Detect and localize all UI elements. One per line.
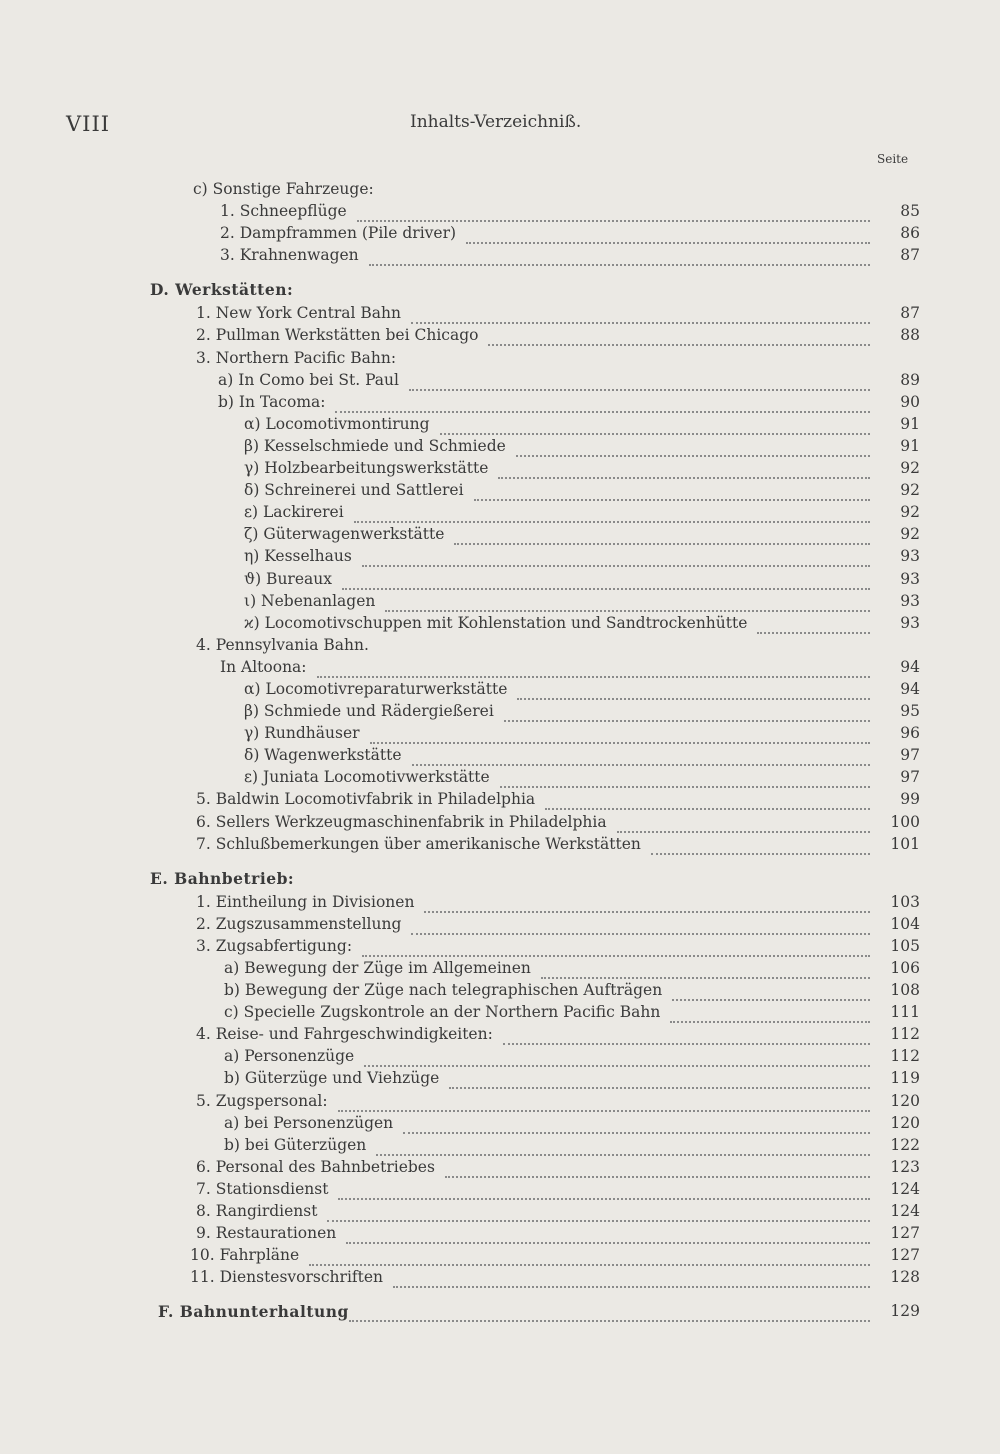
dot-leader: [309, 1246, 870, 1266]
dot-leader: [403, 1114, 870, 1134]
toc-entry-label: 4. Reise- und Fahrgeschwindigkeiten:: [196, 1025, 493, 1044]
toc-entry-page-number: 92: [900, 503, 920, 522]
toc-entry: [0, 1025, 1000, 1047]
dot-leader: [541, 959, 870, 979]
dot-leader: [342, 570, 870, 590]
toc-entry-label: δ) Wagenwerkstätte: [244, 746, 402, 765]
toc-entry-label: ι) Nebenanlagen: [244, 591, 376, 610]
toc-entry-page-number: 124: [890, 1202, 920, 1221]
running-title: Inhalts-Verzeichniß.: [410, 112, 582, 132]
toc-entry-label: η) Kesselhaus: [244, 547, 352, 566]
toc-entry-page-number: 120: [890, 1113, 920, 1132]
dot-leader: [651, 835, 870, 855]
toc-entry-label: 8. Rangirdienst: [196, 1202, 318, 1221]
dot-leader: [357, 202, 870, 222]
dot-leader: [504, 702, 870, 722]
table-of-contents: [0, 180, 1000, 1326]
page-column-label: Seite: [877, 152, 909, 166]
toc-entry-label: c) Specielle Zugskontrole an der Northern Pacific Bahn: [224, 1003, 661, 1022]
dot-leader: [338, 1092, 870, 1112]
toc-entry-page-number: 93: [900, 547, 920, 566]
toc-entry: [0, 658, 1000, 680]
toc-entry: [0, 1069, 1000, 1091]
toc-entry-page-number: 94: [900, 657, 920, 676]
dot-leader: [498, 459, 870, 479]
toc-entry: [0, 981, 1000, 1003]
toc-entry: [0, 224, 1000, 246]
toc-entry-label: 3. Northern Pacific Bahn:: [196, 348, 397, 367]
toc-entry: [0, 869, 1000, 893]
toc-entry-page-number: 111: [890, 1003, 920, 1022]
dot-leader: [376, 1136, 870, 1156]
dot-leader: [370, 724, 870, 744]
toc-entry-label: b) Bewegung der Züge nach telegraphischen Aufträgen: [224, 981, 663, 1000]
toc-entry: [0, 636, 1000, 658]
toc-entry: [0, 1180, 1000, 1202]
toc-entry-label: 6. Personal des Bahnbetriebes: [196, 1157, 435, 1176]
dot-leader: [362, 937, 870, 957]
toc-entry: [0, 202, 1000, 224]
dot-leader: [411, 915, 870, 935]
toc-entry-label: 7. Schlußbemerkungen über amerikanische Werkstätten: [196, 834, 641, 853]
toc-entry: [0, 893, 1000, 915]
page-number: VIII: [66, 112, 111, 136]
toc-entry-page-number: 123: [890, 1157, 920, 1176]
toc-entry-label: 3. Zugsabfertigung:: [196, 936, 353, 955]
toc-entry: [0, 459, 1000, 481]
dot-leader: [757, 614, 870, 634]
toc-entry-page-number: 129: [890, 1302, 920, 1321]
toc-entry: [0, 371, 1000, 393]
toc-entry-page-number: 85: [900, 202, 920, 221]
toc-entry-page-number: 92: [900, 481, 920, 500]
toc-entry-label: δ) Schreinerei und Sattlerei: [244, 481, 464, 500]
toc-entry-label: 5. Baldwin Locomotivfabrik in Philadelphia: [196, 790, 536, 809]
dot-leader: [369, 246, 870, 266]
toc-entry: [0, 1302, 1000, 1326]
toc-entry: [0, 481, 1000, 503]
toc-entry-label: ε) Lackirerei: [244, 503, 344, 522]
toc-entry: [0, 1003, 1000, 1025]
toc-entry-label: a) Bewegung der Züge im Allgemeinen: [224, 959, 531, 977]
toc-entry-page-number: 124: [890, 1179, 920, 1198]
toc-entry-page-number: 100: [890, 812, 920, 831]
toc-entry: [0, 525, 1000, 547]
toc-entry-page-number: 103: [890, 892, 920, 911]
toc-entry: [0, 915, 1000, 937]
toc-entry-label: 7. Stationsdienst: [196, 1179, 329, 1198]
toc-entry: [0, 304, 1000, 326]
toc-entry-label: In Altoona:: [220, 657, 307, 676]
dot-leader: [440, 415, 870, 435]
toc-entry-label: α) Locomotivmontirung: [244, 414, 430, 433]
toc-entry-page-number: 101: [890, 834, 920, 853]
dot-leader: [412, 746, 870, 766]
dot-leader: [500, 768, 870, 788]
toc-entry: [0, 415, 1000, 437]
toc-entry-label: β) Schmiede und Rädergießerei: [244, 702, 494, 721]
dot-leader: [517, 680, 870, 700]
toc-entry-page-number: 108: [890, 981, 920, 1000]
dot-leader: [364, 1047, 870, 1067]
toc-entry-label: 10. Fahrpläne: [190, 1246, 300, 1265]
toc-entry: [0, 835, 1000, 857]
toc-entry: [0, 326, 1000, 348]
dot-leader: [409, 371, 870, 391]
toc-entry-page-number: 120: [890, 1091, 920, 1110]
toc-entry-label: 4. Pennsylvania Bahn.: [196, 635, 369, 654]
toc-entry-page-number: 128: [890, 1268, 920, 1287]
toc-entry-page-number: 93: [900, 613, 920, 632]
toc-entry-page-number: 88: [900, 326, 920, 345]
toc-entry-page-number: 105: [890, 936, 920, 955]
dot-leader: [317, 658, 870, 678]
toc-entry-label: γ) Rundhäuser: [244, 724, 360, 743]
toc-entry-label: c) Sonstige Fahrzeuge:: [193, 180, 374, 198]
toc-entry: [0, 1136, 1000, 1158]
dot-leader: [449, 1069, 870, 1089]
toc-entry-page-number: 127: [890, 1246, 920, 1265]
toc-entry: [0, 1092, 1000, 1114]
toc-entry-label: α) Locomotivreparaturwerkstätte: [244, 679, 508, 698]
toc-entry-label: γ) Holzbearbeitungswerkstätte: [244, 459, 489, 478]
toc-entry-label: 2. Pullman Werkstätten bei Chicago: [196, 326, 479, 345]
toc-entry-label: F. Bahnunterhaltung: [158, 1302, 349, 1322]
dot-leader: [466, 224, 870, 244]
toc-entry-label: 6. Sellers Werkzeugmaschinenfabrik in Philadelphia: [196, 812, 607, 831]
toc-entry: [0, 1047, 1000, 1069]
dot-leader: [488, 326, 870, 346]
toc-entry-page-number: 92: [900, 459, 920, 478]
toc-entry: [0, 937, 1000, 959]
toc-entry-page-number: 89: [900, 370, 920, 389]
toc-entry-page-number: 87: [900, 246, 920, 265]
toc-entry: [0, 547, 1000, 569]
toc-entry: [0, 813, 1000, 835]
toc-entry: [0, 570, 1000, 592]
toc-entry-page-number: 87: [900, 304, 920, 323]
toc-entry-page-number: 95: [900, 702, 920, 721]
toc-entry-label: a) bei Personenzügen: [224, 1113, 394, 1132]
toc-entry-page-number: 127: [890, 1224, 920, 1243]
dot-leader: [454, 525, 870, 545]
toc-entry-label: 3. Krahnenwagen: [220, 246, 359, 265]
toc-entry-page-number: 122: [890, 1135, 920, 1154]
toc-entry-label: 1. New York Central Bahn: [196, 304, 401, 323]
toc-entry: [0, 1224, 1000, 1246]
toc-entry-label: b) bei Güterzügen: [224, 1135, 367, 1154]
toc-entry-label: 1. Eintheilung in Divisionen: [196, 892, 415, 911]
toc-entry-label: ϑ) Bureaux: [244, 569, 332, 588]
toc-entry-page-number: 112: [890, 1025, 920, 1044]
dot-leader: [349, 1302, 870, 1322]
toc-entry-page-number: 96: [900, 724, 920, 743]
toc-entry: [0, 702, 1000, 724]
dot-leader: [327, 1202, 870, 1222]
toc-entry: [0, 1158, 1000, 1180]
dot-leader: [503, 1025, 870, 1045]
dot-leader: [354, 503, 870, 523]
toc-entry-label: β) Kesselschmiede und Schmiede: [244, 436, 506, 455]
toc-entry-page-number: 91: [900, 436, 920, 455]
toc-entry-page-number: 90: [900, 392, 920, 411]
toc-entry: [0, 724, 1000, 746]
toc-entry: [0, 592, 1000, 614]
toc-entry-page-number: 104: [890, 914, 920, 933]
toc-entry: [0, 1202, 1000, 1224]
toc-entry-page-number: 94: [900, 679, 920, 698]
toc-entry: [0, 1114, 1000, 1136]
dot-leader: [445, 1158, 870, 1178]
toc-entry-page-number: 86: [900, 224, 920, 243]
dot-leader: [672, 981, 870, 1001]
dot-leader: [617, 813, 870, 833]
toc-entry-label: 1. Schneepflüge: [220, 202, 347, 221]
toc-entry-page-number: 119: [890, 1069, 920, 1088]
toc-entry: [0, 393, 1000, 415]
toc-entry: [0, 503, 1000, 525]
toc-entry: [0, 180, 1000, 202]
dot-leader: [362, 547, 870, 567]
toc-entry-page-number: 99: [900, 790, 920, 809]
toc-entry: [0, 246, 1000, 268]
toc-entry-label: 9. Restaurationen: [196, 1224, 337, 1243]
dot-leader: [385, 592, 870, 612]
toc-entry-page-number: 97: [900, 768, 920, 787]
toc-entry-label: 2. Zugszusammenstellung: [196, 914, 402, 933]
toc-entry-label: b) In Tacoma:: [218, 392, 326, 411]
toc-entry: [0, 746, 1000, 768]
toc-entry-label: E. Bahnbetrieb:: [150, 868, 295, 888]
toc-entry: [0, 280, 1000, 304]
toc-entry: [0, 1246, 1000, 1268]
dot-leader: [516, 437, 870, 457]
dot-leader: [346, 1224, 870, 1244]
toc-entry-label: b) Güterzüge und Viehzüge: [224, 1069, 440, 1088]
toc-entry-page-number: 92: [900, 525, 920, 544]
toc-entry: [0, 437, 1000, 459]
toc-entry-label: ζ) Güterwagenwerkstätte: [244, 525, 445, 544]
toc-entry-label: a) In Como bei St. Paul: [218, 370, 399, 389]
dot-leader: [338, 1180, 870, 1200]
toc-entry: [0, 768, 1000, 790]
toc-entry: [0, 349, 1000, 371]
toc-entry-page-number: 93: [900, 591, 920, 610]
toc-entry-label: 11. Dienstesvorschriften: [190, 1268, 384, 1287]
dot-leader: [474, 481, 870, 501]
dot-leader: [670, 1003, 870, 1023]
toc-entry-page-number: 97: [900, 746, 920, 765]
toc-entry: [0, 680, 1000, 702]
toc-entry-page-number: 93: [900, 569, 920, 588]
toc-entry: [0, 790, 1000, 812]
toc-entry-label: D. Werkstätten:: [150, 280, 294, 300]
toc-entry-label: 5. Zugspersonal:: [196, 1091, 328, 1110]
dot-leader: [335, 393, 870, 413]
dot-leader: [424, 893, 870, 913]
toc-entry: [0, 1268, 1000, 1290]
dot-leader: [393, 1268, 870, 1288]
dot-leader: [545, 790, 870, 810]
toc-entry-label: ϰ) Locomotivschuppen mit Kohlenstation und Sandtrockenhütte: [244, 613, 748, 632]
toc-entry: [0, 614, 1000, 636]
dot-leader: [411, 304, 870, 324]
toc-entry-label: ε) Juniata Locomotivwerkstätte: [244, 768, 490, 787]
toc-entry-page-number: 106: [890, 959, 920, 977]
toc-entry-label: a) Personenzüge: [224, 1047, 355, 1066]
toc-entry: [0, 959, 1000, 981]
toc-entry-page-number: 112: [890, 1047, 920, 1066]
toc-entry-page-number: 91: [900, 414, 920, 433]
toc-entry-label: 2. Dampframmen (Pile driver): [220, 224, 457, 243]
